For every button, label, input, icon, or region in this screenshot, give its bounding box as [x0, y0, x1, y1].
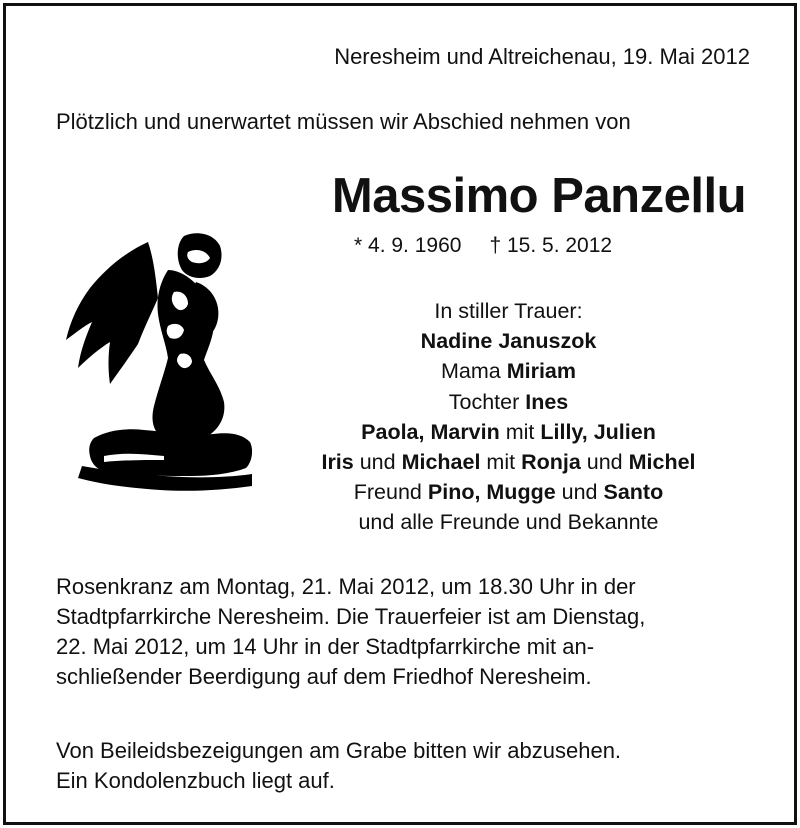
mourner-name: Nadine Januszok — [420, 329, 597, 354]
mourners-heading: In stiller Trauer: — [434, 299, 583, 323]
mourner-line — [256, 507, 761, 537]
mourners-list — [256, 296, 761, 538]
mourner-name: Santo — [603, 480, 664, 505]
funeral-line: 22. Mai 2012, um 14 Uhr in der Stadtpfarrkirche mit an- — [56, 634, 595, 659]
mourner-text: und — [580, 450, 629, 475]
mourner-text: und — [353, 450, 402, 475]
funeral-line: Stadtpfarrkirche Neresheim. Die Trauerfeier ist am Dienstag, — [56, 604, 646, 629]
mourner-name: Iris — [321, 450, 354, 475]
mourner-name: Pino, Mugge — [427, 480, 556, 505]
obituary-notice — [3, 3, 797, 825]
funeral-details — [56, 572, 748, 692]
mourner-name: Lilly, Julien — [540, 419, 656, 444]
mourner-line — [256, 447, 761, 477]
place-date: Neresheim und Altreichenau, 19. Mai 2012 — [334, 44, 750, 69]
funeral-line: Rosenkranz am Montag, 21. Mai 2012, um 18.30 Uhr in der — [56, 574, 636, 599]
mourner-text: und alle Freunde und Bekannte — [358, 510, 659, 535]
life-dates — [354, 234, 612, 258]
mourner-text: mit — [499, 419, 541, 444]
mourner-line — [256, 387, 761, 417]
mourner-line — [256, 326, 761, 356]
mourner-line — [256, 417, 761, 447]
closing-line: Von Beileidsbezeigungen am Grabe bitten wir abzusehen. — [56, 738, 622, 763]
death-symbol: † — [489, 234, 502, 257]
deceased-name: Massimo Panzellu — [331, 169, 746, 223]
mourner-text: mit — [480, 450, 522, 475]
closing-note — [56, 736, 748, 796]
kneeling-angel-icon — [64, 230, 256, 492]
mourner-text: Freund — [353, 480, 428, 505]
funeral-line: schließender Beerdigung auf dem Friedhof Neresheim. — [56, 664, 592, 689]
mourner-text: Tochter — [448, 389, 526, 414]
mourner-line — [256, 477, 761, 507]
mourner-name: Ines — [525, 389, 569, 414]
mourner-name: Ronja — [521, 450, 581, 475]
intro-text: Plötzlich und unerwartet müssen wir Abschied nehmen von — [56, 109, 631, 134]
mourner-name: Paola, Marvin — [361, 419, 500, 444]
birth-date: 4. 9. 1960 — [368, 234, 462, 257]
born-symbol: * — [354, 234, 363, 257]
mourner-name: Michel — [628, 450, 696, 475]
mourner-text: Mama — [440, 359, 507, 384]
mourner-name: Miriam — [506, 359, 577, 384]
mourner-name: Michael — [401, 450, 481, 475]
closing-line: Ein Kondolenzbuch liegt auf. — [56, 768, 335, 793]
mourner-line — [256, 356, 761, 386]
mourner-text: und — [555, 480, 604, 505]
death-date: 15. 5. 2012 — [506, 234, 613, 257]
